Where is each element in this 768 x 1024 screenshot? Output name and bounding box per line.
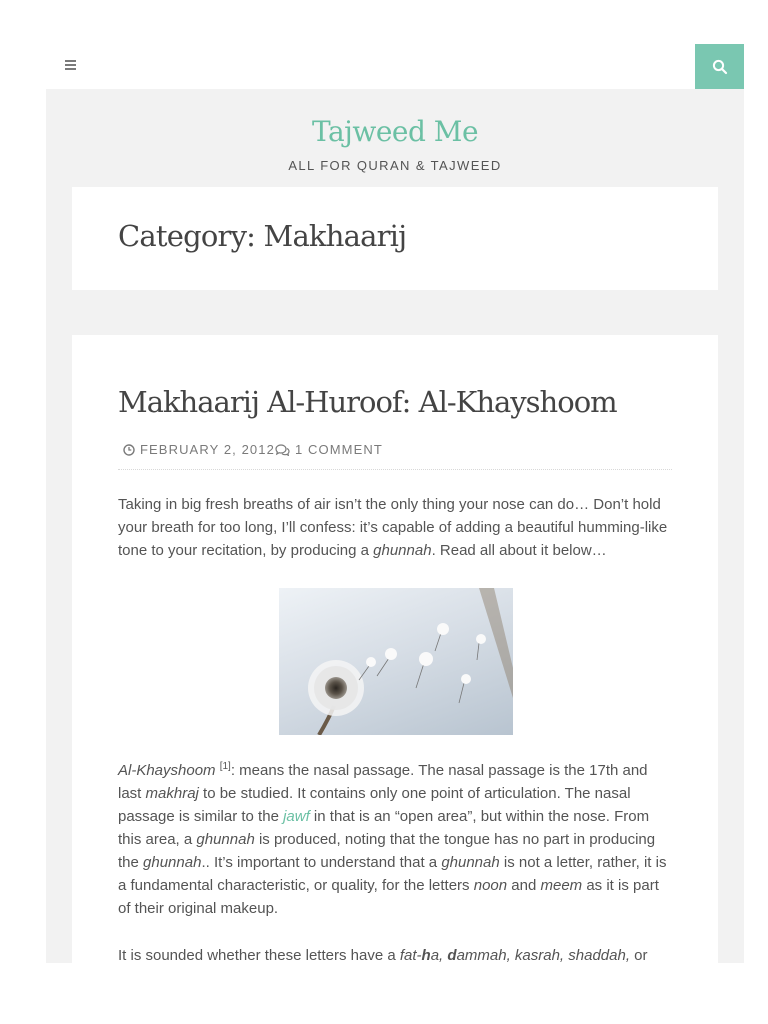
clock-icon (123, 444, 135, 456)
sounded-paragraph: It is sounded whether these letters have a fat-ha, dammah, kasrah, shaddah, or (118, 947, 648, 963)
dandelion-image (279, 588, 513, 735)
post-date-link[interactable]: FEBRUARY 2, 2012 (140, 442, 275, 457)
post-title[interactable]: Makhaarij Al-Huroof: Al-Khayshoom (118, 385, 617, 419)
post-article (72, 335, 718, 963)
search-button[interactable] (695, 44, 744, 89)
footnote-ref[interactable]: [1] (219, 761, 231, 772)
post-content (118, 493, 674, 963)
jawf-link[interactable]: jawf (283, 808, 310, 825)
comments-icon (275, 444, 290, 456)
hamburger-icon[interactable] (60, 56, 80, 74)
post-comments[interactable] (275, 442, 383, 457)
post-date[interactable] (123, 442, 275, 457)
search-icon (712, 59, 728, 75)
page-title: Category: Makhaarij (118, 219, 407, 253)
khayshoom-paragraph: Al-Khayshoom [1]: means the nasal passage. The nasal passage is the 17th and last makhraj to be studied. It contains only one point of articulation. The nasal passage is similar to the jawf in that is an “open area”, but within the nose. From this area, a ghunnah is produced, noting that the tongue has no part in producing the ghunnah.. It’s important to understand that a ghunnah is not a letter, rather, it is a fundamental characteristic, or quality, for the letters noon and meem as it is part of their original makeup. (118, 761, 667, 917)
intro-paragraph: Taking in big fresh breaths of air isn’t the only thing your nose can do… Don’t hold your breath for too long, I’ll confess: it’s capable of adding a beautiful humming-like tone to your recitation, by producing a ghunnah. Read all about it below… (118, 496, 668, 559)
archive-header (72, 187, 718, 290)
site-title[interactable]: Tajweed Me (311, 115, 479, 148)
site-description: ALL FOR QURAN & TAJWEED (288, 158, 502, 173)
top-bar (0, 0, 768, 90)
comments-link[interactable]: 1 COMMENT (295, 442, 383, 457)
post-meta (118, 442, 672, 470)
page-container (46, 89, 744, 963)
